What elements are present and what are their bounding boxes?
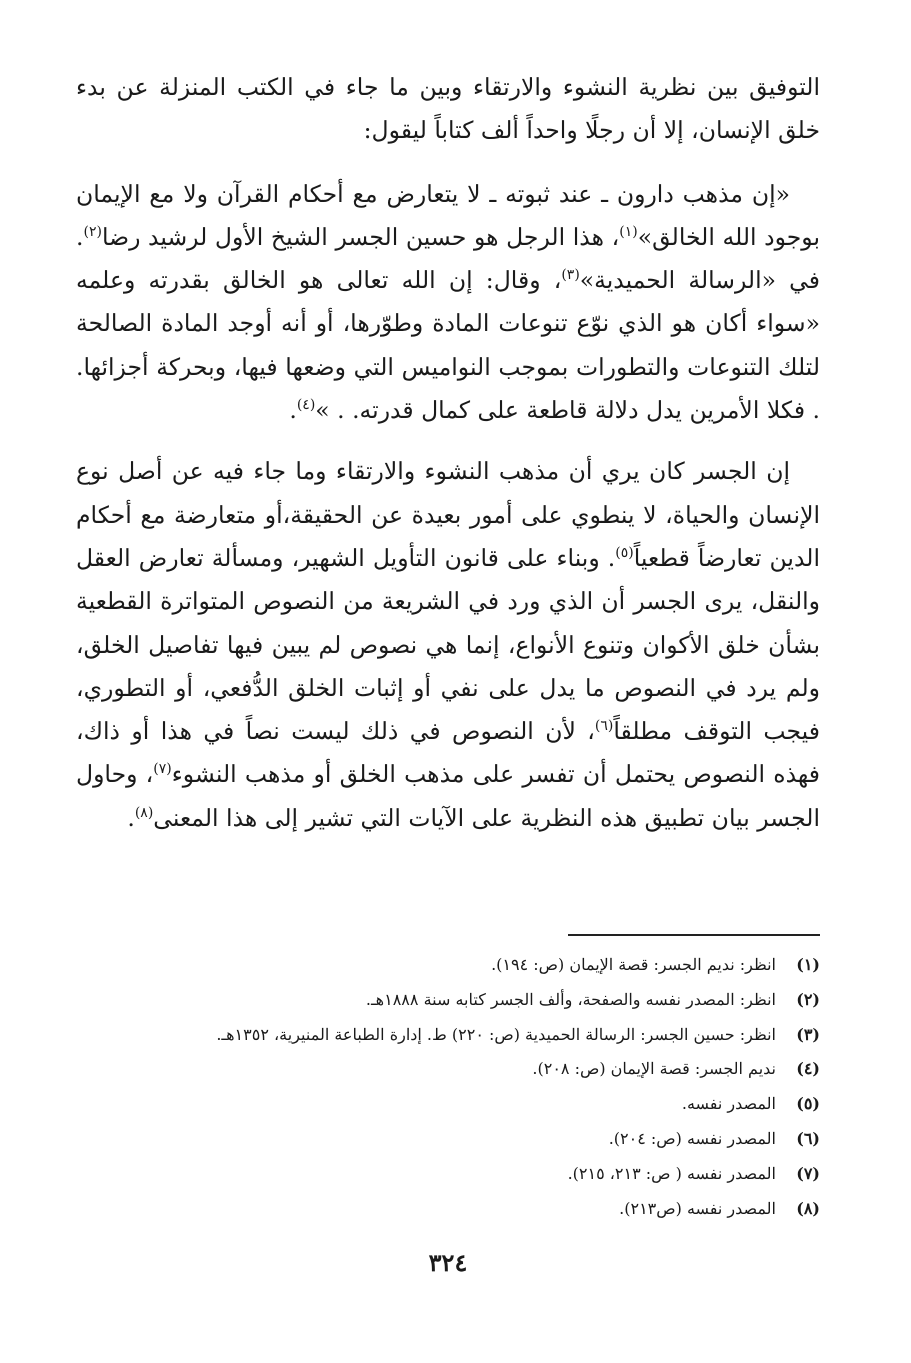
footnote-item-2 [76, 983, 820, 1018]
footnote-ref-1[interactable]: (١) [619, 224, 638, 241]
footnote-number: (٤) [796, 1059, 820, 1079]
footnote-ref-7[interactable]: (٧) [153, 761, 172, 778]
footnote-item-5 [76, 1087, 820, 1122]
paragraph-intro [76, 66, 820, 153]
footnote-number: (٣) [796, 1024, 820, 1044]
quote-text-part1: «إن مذهب دارون ـ عند ثبوته ـ لا يتعارض مع أحكام القرآن ولا مع الإيمان بوجود الله الخالق» [76, 179, 820, 251]
footnote-ref-4[interactable]: (٤) [296, 397, 316, 414]
footnote-item-6 [76, 1122, 820, 1157]
jisr-text-part3: ، لأن النصوص في ذلك ليست نصاً في هذا أو ذاك، فهذه النصوص يحتمل أن تفسر على مذهب الخلق أو مذهب النشوء [76, 717, 820, 789]
footnote-number: (٨) [796, 1198, 820, 1218]
paragraph-intro-text: التوفيق بين نظرية النشوء والارتقاء وبين ما جاء في الكتب المنزلة عن بدء خلق الإنسان، إلا أن رجلًا واحداً ألف كتاباً ليقول: [76, 73, 820, 145]
footnote-item-8 [76, 1192, 820, 1227]
footnote-separator [568, 934, 820, 936]
footnote-ref-5[interactable]: (٥) [615, 545, 634, 562]
footnote-text: المصدر نفسه. [681, 1094, 776, 1114]
page-number: ٣٢٤ [428, 1248, 468, 1277]
footnote-text: المصدر نفسه (ص٢١٣). [619, 1198, 776, 1218]
jisr-text-part2: . وبناء على قانون التأويل الشهير، ومسألة تعارض العقل والنقل، يرى الجسر أن الذي ورد في الشريعة من النصوص المتواترة القطعية بشأن خلق الأكوان وتنوع الأنواع، إنما هي نصوص لم يبين فيها تفاصيل الخلق، ولم يرد في النصوص ما يدل على نفي أو إثبات الخلق الدُّفعي، أو التطوري، فيجب التوقف مطلقاً [76, 543, 821, 746]
footnote-number: (٥) [796, 1094, 820, 1114]
paragraph-jisr [76, 450, 820, 840]
footnote-ref-6[interactable]: (٦) [594, 718, 614, 735]
footnote-item-7 [76, 1157, 820, 1192]
footnote-number: (٧) [796, 1163, 820, 1183]
paragraph-quote [76, 173, 820, 433]
footnote-text: نديم الجسر: قصة الإيمان (ص: ٢٠٨). [532, 1059, 776, 1079]
quote-text-part4: ، وقال: إن الله تعالى هو الخالق بقدرته وعلمه «سواء أكان هو الذي نوّع تنوعات المادة وطوّرها، أو أنه أوجد المادة الصالحة لتلك التنوعات والتطورات بموجب النواميس التي وضعها فيها، وبحركة أجزائها. . فكلا الأمرين يدل دلالة قاطعة على كمال قدرته. . » [76, 266, 820, 425]
footnote-number: (١) [796, 955, 820, 974]
jisr-text-part1: إن الجسر كان يري أن مذهب النشوء والارتقاء وما جاء فيه عن أصل نوع الإنسان والحياة، لا ينطوي على أمور بعيدة عن الحقيقة،أو متعارضة مع أحكام الدين تعارضاً قطعياً [76, 457, 820, 572]
footnote-text: انظر: المصدر نفسه والصفحة، وألف الجسر كتابه سنة ١٨٨٨هـ. [365, 989, 776, 1009]
jisr-text-part4: ، وحاول الجسر بيان تطبيق هذه النظرية على الآيات التي تشير إلى هذا المعنى [76, 760, 820, 832]
quote-text-part3: . في «الرسالة الحميدية» [76, 222, 820, 295]
paragraph-spacer [76, 432, 820, 450]
footnote-ref-2[interactable]: (٢) [83, 224, 102, 241]
footnote-ref-8[interactable]: (٨) [134, 804, 154, 821]
quote-text-part5: . [289, 396, 297, 425]
footnote-text: انظر: حسين الجسر: الرسالة الحميدية (ص: ٢٢٠) ط. إدارة الطباعة المنيرية، ١٣٥٢هـ. [216, 1024, 776, 1044]
footnote-item-1 [76, 948, 820, 983]
footnote-number: (٦) [796, 1128, 820, 1148]
footnote-item-4 [76, 1052, 820, 1087]
footnote-number: (٢) [796, 989, 820, 1009]
footnotes-list [76, 948, 820, 1226]
footnote-ref-3[interactable]: (٣) [561, 267, 580, 284]
footnote-item-3 [76, 1018, 820, 1053]
book-page [76, 66, 820, 1296]
footnote-text: المصدر نفسه (ص: ٢٠٤). [608, 1128, 776, 1148]
paragraph-spacer [76, 153, 820, 173]
quote-text-part2: ، هذا الرجل هو حسين الجسر الشيخ الأول لرشيد رضا [101, 222, 620, 251]
jisr-text-part5: . [127, 803, 135, 832]
footnote-text: المصدر نفسه ( ص: ٢١٣، ٢١٥). [567, 1163, 776, 1183]
footnote-text: انظر: نديم الجسر: قصة الإيمان (ص: ١٩٤). [491, 955, 776, 974]
